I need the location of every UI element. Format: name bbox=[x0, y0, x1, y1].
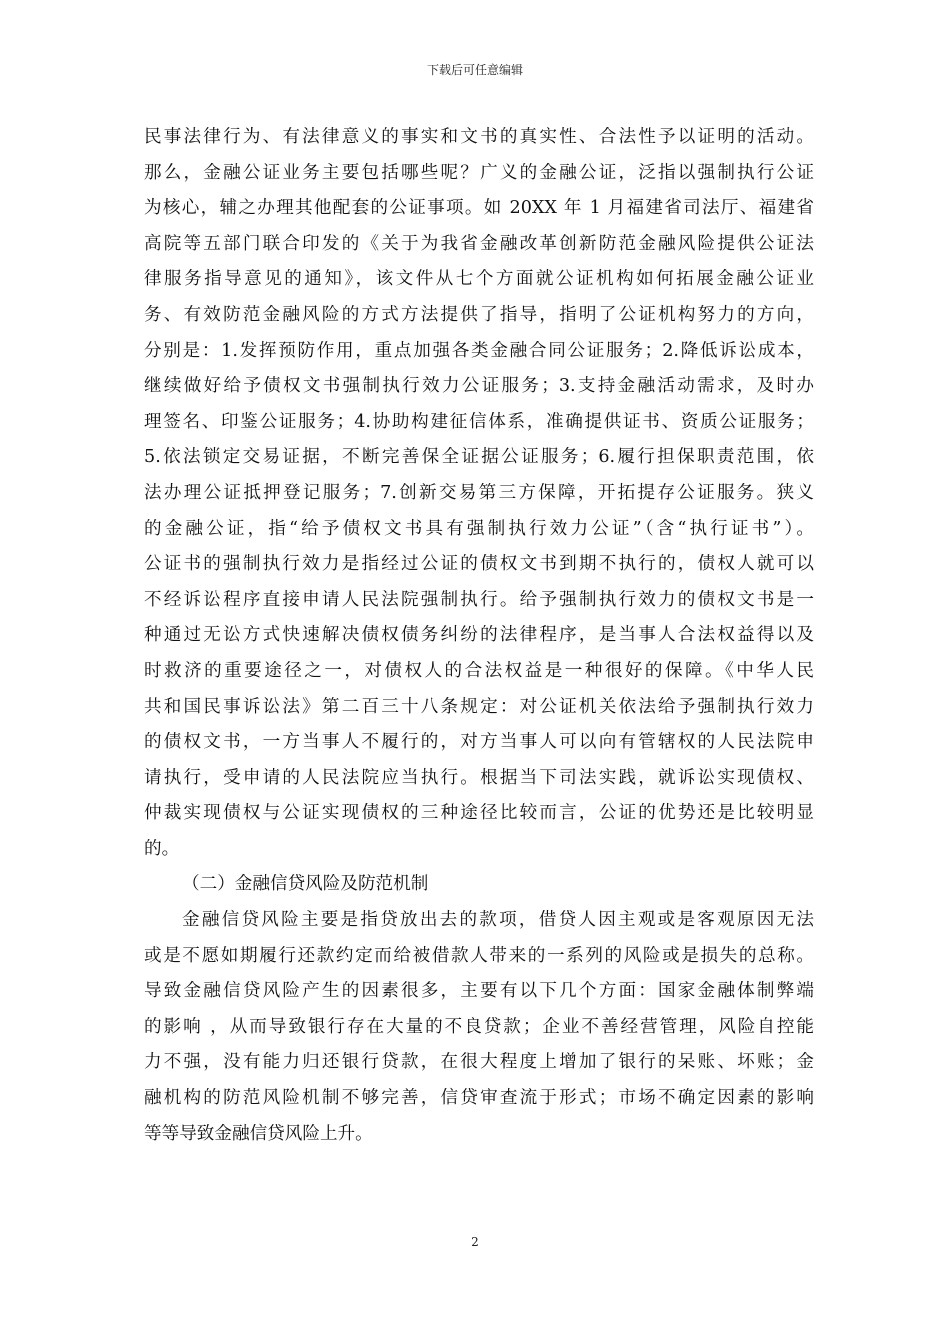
page-number: 2 bbox=[471, 1235, 479, 1249]
text-line: 的。 bbox=[144, 838, 180, 859]
text-line: 力不强，没有能力归还银行贷款，在很大程度上增加了银行的呆账、坏账；金 bbox=[144, 1052, 814, 1073]
section-heading: （二）金融信贷风险及防范机制 bbox=[182, 874, 429, 895]
text-line: 融机构的防范风险机制不够完善，信贷审查流于形式；市场不确定因素的影响 bbox=[144, 1088, 814, 1109]
text-line: 那么，金融公证业务主要包括哪些呢？广义的金融公证，泛指以强制执行公证 bbox=[144, 162, 814, 183]
text-line: 的影响 ，从而导致银行存在大量的不良贷款；企业不善经营管理，风险自控能 bbox=[144, 1016, 814, 1037]
text-line: 民事法律行为、有法律意义的事实和文书的真实性、合法性予以证明的活动。 bbox=[144, 127, 814, 147]
text-line: 分别是：1.发挥预防作用，重点加强各类金融合同公证服务；2.降低诉讼成本， bbox=[144, 340, 814, 361]
text-line: 金融信贷风险主要是指贷放出去的款项，借贷人因主观或是客观原因无法 bbox=[182, 910, 814, 931]
text-line: 时救济的重要途径之一，对债权人的合法权益是一种很好的保障。《中华人民 bbox=[144, 660, 814, 681]
text-line: 的金融公证，指“给予债权文书具有强制执行效力公证”（含“执行证书”）。 bbox=[144, 518, 814, 539]
page-header: 下载后可任意编辑 bbox=[426, 63, 523, 77]
text-line: 导致金融信贷风险产生的因素很多，主要有以下几个方面：国家金融体制弊端 bbox=[144, 981, 814, 1002]
document-body bbox=[144, 120, 814, 1152]
text-line: 继续做好给予债权文书强制执行效力公证服务；3.支持金融活动需求，及时办 bbox=[144, 376, 814, 397]
text-line: 为核心，辅之办理其他配套的公证事项。如 20XX 年 1 月福建省司法厅、福建省 bbox=[144, 198, 814, 219]
text-line: 等等导致金融信贷风险上升。 bbox=[144, 1123, 373, 1144]
text-line: 务、有效防范金融风险的方式方法提供了指导，指明了公证机构努力的方向， bbox=[144, 304, 814, 325]
text-line: 的债权文书，一方当事人不履行的，对方当事人可以向有管辖权的人民法院申 bbox=[144, 732, 814, 753]
text-line: 公证书的强制执行效力是指经过公证的债权文书到期不执行的，债权人就可以 bbox=[144, 554, 814, 575]
text-line: 种通过无讼方式快速解决债权债务纠纷的法律程序，是当事人合法权益得以及 bbox=[144, 625, 814, 646]
text-line: 高院等五部门联合印发的《关于为我省金融改革创新防范金融风险提供公证法 bbox=[144, 233, 814, 254]
text-line: 请执行，受申请的人民法院应当执行。根据当下司法实践，就诉讼实现债权、 bbox=[144, 767, 814, 788]
text-line: 仲裁实现债权与公证实现债权的三种途径比较而言，公证的优势还是比较明显 bbox=[144, 803, 814, 824]
text-line: 5.依法锁定交易证据，不断完善保全证据公证服务；6.履行担保职责范围，依 bbox=[144, 447, 814, 468]
text-line: 理签名、印鉴公证服务；4.协助构建征信体系，准确提供证书、资质公证服务； bbox=[144, 411, 814, 432]
text-line: 或是不愿如期履行还款约定而给被借款人带来的一系列的风险或是损失的总称。 bbox=[144, 945, 814, 966]
text-line: 共和国民事诉讼法》第二百三十八条规定：对公证机关依法给予强制执行效力 bbox=[144, 696, 814, 717]
text-line: 不经诉讼程序直接申请人民法院强制执行。给予强制执行效力的债权文书是一 bbox=[144, 589, 814, 610]
text-line: 律服务指导意见的通知》，该文件从七个方面就公证机构如何拓展金融公证业 bbox=[144, 269, 814, 290]
text-line: 法办理公证抵押登记服务；7.创新交易第三方保障，开拓提存公证服务。狭义 bbox=[144, 482, 814, 503]
